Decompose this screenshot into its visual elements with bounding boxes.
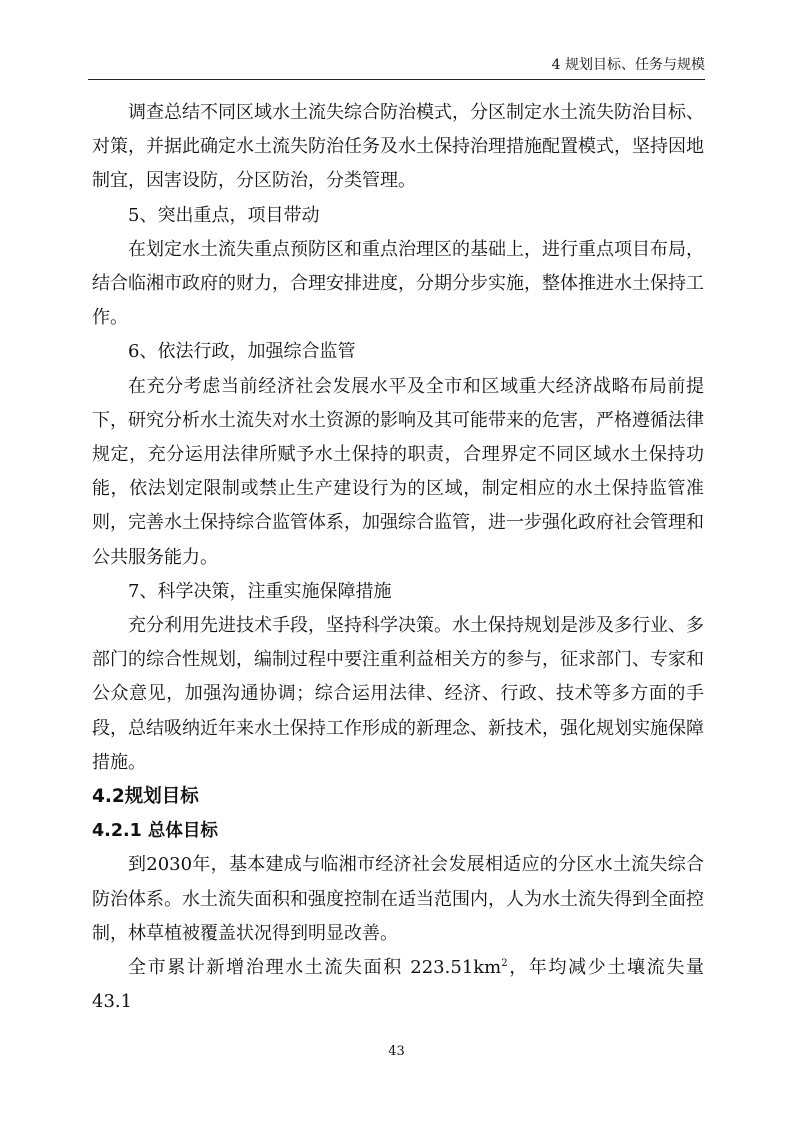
body-text — [92, 96, 704, 1019]
paragraph: 在划定水土流失重点预防区和重点治理区的基础上，进行重点项目布局，结合临湘市政府的财力，合理安排进度，分期分步实施，整体推进水土保持工作。 — [92, 238, 704, 329]
text-run: 全市累计新增治理水土流失面积 223.51km — [128, 957, 502, 979]
principle-heading: 6、依法行政，加强综合监管 — [128, 341, 356, 363]
page-number: 43 — [388, 1044, 405, 1059]
paragraph: 到2030年，基本建成与临湘市经济社会发展相适应的分区水土流失综合防治体系。水土流失面积和强度控制在适当范围内，人为水土流失得到全面控制，林草植被覆盖状况得到明显改善。 — [92, 854, 704, 944]
principle-heading: 7、科学决策，注重实施保障措施 — [128, 580, 392, 602]
paragraph — [92, 951, 704, 1019]
running-header: 4 规划目标、任务与规模 — [88, 54, 705, 80]
principle-heading: 5、突出重点，项目带动 — [128, 204, 320, 226]
text-run: ，年均减少土壤流失量 43.1 — [92, 957, 704, 1013]
paragraph: 调查总结不同区域水土流失综合防治模式，分区制定水土流失防治目标、对策，并据此确定水土流失防治任务及水土保持治理措施配置模式，坚持因地制宜，因害设防，分区防治，分类管理。 — [92, 102, 704, 192]
superscript: 2 — [501, 958, 508, 970]
paragraph: 在充分考虑当前经济社会发展水平及全市和区域重大经济战略布局前提下，研究分析水土流失对水土资源的影响及其可能带来的危害，严格遵循法律规定，充分运用法律所赋予水土保持的职责，合理界定不同区域水土保持功能，依法划定限制或禁止生产建设行为的区域，制定相应的水土保持监管准则，完善水土保持综合监管体系，加强综合监管，进一步强化政府社会管理和公共服务能力。 — [92, 375, 704, 568]
section-heading: 4.2规划目标 — [92, 786, 199, 808]
paragraph: 充分利用先进技术手段，坚持科学决策。水土保持规划是涉及多行业、多部门的综合性规划，编制过程中要注重利益相关方的参与，征求部门、专家和公众意见，加强沟通协调；综合运用法律、经济、行政、技术等多方面的手段，总结吸纳近年来水土保持工作形成的新理念、新技术，强化规划实施保障措施。 — [92, 615, 704, 773]
subsection-heading: 4.2.1 总体目标 — [92, 821, 218, 842]
